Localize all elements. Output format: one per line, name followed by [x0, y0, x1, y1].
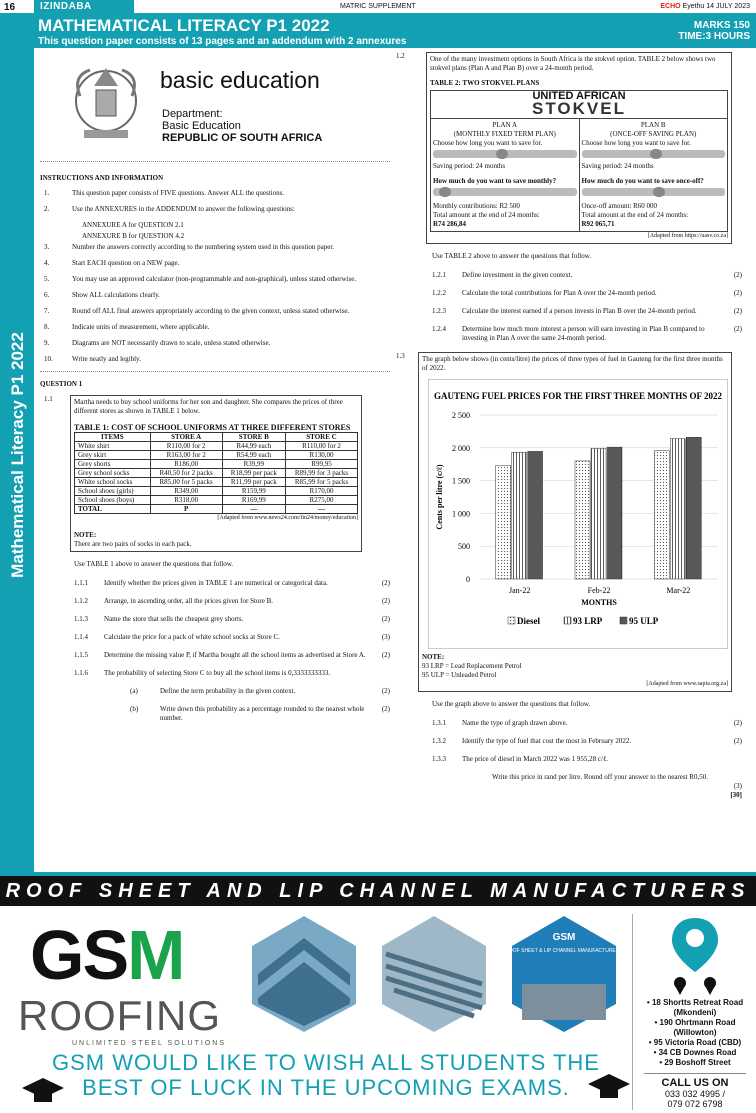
legend-swatch: [564, 617, 571, 624]
address-line: • 190 Ohrtmann Road: [654, 1018, 736, 1027]
bar-95-ulp-feb-22: [607, 447, 622, 579]
logo-department: Department: Basic Education REPUBLIC OF SOUTH AFRICA: [162, 108, 323, 144]
address-line: (Mkondeni): [673, 1008, 717, 1017]
question-1-3-list: [396, 719, 742, 764]
roof-sheet-photo-1: [244, 914, 364, 1034]
question-item: 1.3.2 Identify the type of fuel that cost the most in February 2022. (2): [432, 737, 742, 745]
table-header: STORE C: [286, 433, 358, 442]
question-1-3-3-last: Write this price in rand per litre. Round off your answer to the nearest R0,50. (3) [30]: [492, 773, 742, 799]
question-1-heading: QUESTION 1: [40, 380, 83, 388]
question-item: 1.1.2 Arrange, in ascending order, all the prices given for Store B. (2): [74, 597, 390, 605]
y-tick-label: 1 500: [452, 476, 470, 486]
sidebar-title: Mathematical Literacy P1 2022: [8, 332, 27, 578]
bar-diesel-feb-22: [575, 461, 590, 579]
table-header: STORE A: [150, 433, 222, 442]
location-pin-icon: [668, 916, 722, 974]
address-line: • 95 Victoria Road (CBD): [648, 1038, 742, 1047]
question-1-2-list: [396, 271, 742, 343]
supplement-label: MATRIC SUPPLEMENT: [340, 3, 416, 10]
legend-label: 95 ULP: [629, 616, 659, 626]
x-tick-label: Feb-22: [587, 586, 611, 595]
bar-93-lrp-mar-22: [670, 439, 685, 579]
question-item: 1.1.5 Determine the missing value P, if Martha bought all the school items as advertised at Store A. (2): [74, 651, 390, 659]
ad-headline: ROOF SHEET AND LIP CHANNEL MANUFACTURERS: [0, 876, 756, 906]
table-row: White school socks R85,00 for 5 packs R11,99 per pack R85,99 for 5 packs: [75, 478, 358, 487]
instruction-item: 10. Write neatly and legibly.: [44, 355, 141, 363]
y-tick-label: 500: [458, 542, 470, 552]
amount-slider[interactable]: [582, 188, 726, 196]
page-subtitle: This question paper consists of 13 pages and an addendum with 2 annexures: [38, 36, 407, 47]
x-tick-label: Mar-22: [666, 586, 691, 595]
section-label: IZINDABA: [34, 0, 134, 13]
phone-2: 079 072 6798: [667, 1099, 723, 1109]
roofing-logo: ROOFING: [18, 992, 221, 1039]
instruction-item: 5. You may use an approved calculator (non-programmable and non-graphical), unless stated otherwise.: [44, 275, 357, 283]
stokvel-table: UNITED AFRICAN STOKVEL PLAN A (MONTHLY FIXED TERM PLAN) Choose how long you want to save for. Saving period: 24 months How much do you want to save monthly? Monthly contributions: R2 500 Total amount at the end of 24 months: R74 286,84 PLAN B (ONCE-OFF SAVING PLAN) Choose how long you want to save for. Saving period: 24 months How much do you want to save once-off? Once-off amount: R60 000 Total amount at the end of 24 months: R92 065,71: [430, 90, 728, 232]
question-item: 1.2.1 Define investment in the given context. (2): [432, 271, 742, 279]
instruction-item: 7. Round off ALL final answers appropriately according to the given context, unless stated otherwise.: [44, 307, 350, 315]
question-item: 1.1.1 Identify whether the prices given in TABLE 1 are numerical or categorical data. (2): [74, 579, 390, 587]
phone-1: 033 032 4995 /: [664, 1089, 726, 1099]
y-tick-label: 1 000: [452, 509, 470, 519]
saving-period-slider[interactable]: [433, 150, 577, 158]
paper-date: ECHO Eyethu 14 JULY 2023: [660, 3, 750, 10]
question-item: 1.2.2 Calculate the total contributions for Plan A over the 24-month period. (2): [432, 289, 742, 297]
instruction-item: 8. Indicate units of measurement, where applicable.: [44, 323, 210, 331]
address-line: • 18 Shortts Retreat Road: [646, 998, 744, 1007]
bar-95-ulp-mar-22: [686, 437, 701, 579]
bar-95-ulp-jan-22: [528, 451, 543, 579]
question-1-1: 1.1 Martha needs to buy school uniforms for her son and daughter. She compares the prices of three different stores as shown in TABLE 1 below. TABLE 1: COST OF SCHOOL UNIFORMS AT THREE DIFFERENT STORES ITEMS STORE A STORE B STORE C White shirt R110,00 for 2 R44,99 each R110,00 for 2 Grey skirt R163,00 for 2 R54,99 each R130,00 Grey shorts R186,00 R39,99 R99,95 Grey school socks R40,50 for 2 packs R18,99 per pack R89,99 for 3 packs White school socks R85,00 for 5 packs R11,99 per pack R85,99 for 5 packs School shoes (girls) R349,00 R159,99 R170,00 School shoes (boys) R318,00 R169,99 R275,00 TOTAL P — — [Adapted from www.news24.com/fin24/money/education] NOTE: There are two pairs of socks in each pack.: [40, 395, 390, 552]
roof-sheet-photo-2: [374, 914, 494, 1034]
question-item: 1.2.4 Determine how much more interest a person will earn investing in Plan B compared to investing in Plan A over the same 24-month period. (2): [432, 325, 742, 342]
y-tick-label: 2 500: [452, 411, 470, 420]
address-line: • 29 Boshoff Street: [659, 1058, 731, 1067]
question-1-1-list: [40, 579, 390, 678]
table-header: ITEMS: [75, 433, 151, 442]
instruction-item: ANNEXURE B for QUESTION 4.2: [82, 232, 185, 240]
question-item: (b) Write down this probability as a percentage rounded to the nearest whole number. (2): [130, 705, 390, 722]
y-tick-label: 0: [466, 575, 470, 584]
question-item: 1.1.4 Calculate the price for a pack of white school socks at Store C. (3): [74, 633, 390, 641]
address-line: (Willowton): [673, 1028, 717, 1037]
instruction-item: 3. Number the answers correctly according to the numbering system used in this question paper.: [44, 243, 335, 251]
instruction-item: 6. Show ALL calculations clearly.: [44, 291, 160, 299]
svg-text:ROOF SHEET & LIP CHANNEL MANUF: ROOF SHEET & LIP CHANNEL MANUFACTURERS: [505, 948, 623, 954]
roofing-tagline: UNLIMITED STEEL SOLUTIONS: [72, 1040, 226, 1047]
saving-period-slider[interactable]: [582, 150, 726, 158]
legend-swatch: [508, 617, 515, 624]
fuel-price-chart: [428, 379, 728, 649]
gsm-logo: GSM: [30, 916, 184, 994]
page-number: 16: [4, 2, 16, 13]
left-column: [40, 52, 390, 732]
address-line: • 34 CB Downes Road: [653, 1048, 737, 1057]
instruction-item: ANNEXURE A for QUESTION 2.1: [82, 221, 184, 229]
graduation-cap-icon: [20, 1076, 66, 1106]
question-1-1-6-subparts: [40, 687, 390, 723]
logo-title: basic education: [160, 67, 320, 93]
graduation-cap-icon: [586, 1072, 632, 1102]
instructions-list: [40, 189, 390, 364]
question-1-3: 1.3 The graph below shows (in cents/litre) the prices of three types of fuel in Gauteng for the first three months of 2022. GAUTENG FUEL PRICES FOR THE FIRST THREE MONTHS OF 2022 0 500 1 000 1 500 2 000 2 500 Cents per litre (c/ℓ) Jan-22 Feb-22 Mar-22 MONTHS Diesel 93 LRP 95 ULP NOTE: 93 LRP = Lead Replacement Petrol 95 ULP = Unleaded Petrol [Adapted from www.sapia.org.za]: [396, 352, 742, 692]
y-tick-label: 2 000: [452, 443, 470, 453]
instruction-item: 9. Diagrams are NOT necessarily drawn to scale, unless stated otherwise.: [44, 339, 271, 347]
legend-label: Diesel: [517, 616, 540, 626]
legend-label: 93 LRP: [573, 616, 603, 626]
bar-diesel-jan-22: [496, 466, 511, 579]
call-label: CALL US ON: [661, 1077, 729, 1089]
instruction-item: 4. Start EACH question on a NEW page.: [44, 259, 180, 267]
chart-title: GAUTENG FUEL PRICES FOR THE FIRST THREE MONTHS OF 2022: [434, 391, 722, 401]
question-item: 1.3.3 The price of diesel in March 2022 was 1 955,28 c/ℓ.: [432, 755, 609, 763]
table-row: School shoes (girls) R349,00 R159,99 R170,00: [75, 487, 358, 496]
dbe-logo: [40, 52, 390, 162]
store-addresses: [636, 916, 754, 1109]
plan-b: PLAN B (ONCE-OFF SAVING PLAN) Choose how long you want to save for. Saving period: 24 months How much do you want to save once-off? Once-off amount: R60 000 Total amount at the end of 24 months: R92 065,71: [580, 119, 728, 231]
bar-93-lrp-jan-22: [512, 452, 527, 579]
page-title: MATHEMATICAL LITERACY P1 2022: [38, 16, 330, 35]
plan-a: PLAN A (MONTHLY FIXED TERM PLAN) Choose how long you want to save for. Saving period: 24 months How much do you want to save monthly? Monthly contributions: R2 500 Total amount at the end of 24 months: R74 286,84: [431, 119, 580, 231]
good-luck-message: GSM WOULD LIKE TO WISH ALL STUDENTS THE BEST OF LUCK IN THE UPCOMING EXAMS.: [52, 1050, 600, 1100]
question-1-2: 1.2 One of the many investment options in South Africa is the stokvel option. TABLE 2 below shows two stokvel plans (Plan A and Plan B) over a 24-month period. TABLE 2: TWO STOKVEL PLANS UNITED AFRICAN STOKVEL PLAN A (MONTHLY FIXED TERM PLAN) Choose how long you want to save for. Saving period: 24 months How much do you want to save monthly? Monthly contributions: R2 500 Total amount at the end of 24 months: R74 286,84 PLAN B (ONCE-OFF SAVING PLAN) Choose how long you want to save for. Saving period: 24 months How much do you want to save once-off? Once-off amount: R60 000 Total amount at the end of 24 months: R92 065,71 [Adapted from https://uasv.co.za]: [396, 52, 742, 244]
top-bar: [0, 0, 756, 15]
table-row: School shoes (boys) R318,00 R169,99 R275,00: [75, 496, 358, 505]
table-row: TOTAL P — —: [75, 505, 358, 514]
table2-instruction: Use TABLE 2 above to answer the questions that follow.: [432, 252, 592, 260]
x-tick-label: Jan-22: [509, 586, 531, 595]
legend-swatch: [620, 617, 627, 624]
gsm-advert: [0, 872, 756, 1113]
sidebar: [0, 15, 34, 872]
title-banner: [34, 15, 756, 48]
marks-time: MARKS 150 TIME:3 HOURS: [678, 20, 750, 42]
svg-text:GSM: GSM: [552, 932, 576, 943]
table-header: STORE B: [222, 433, 285, 442]
bar-93-lrp-feb-22: [591, 448, 606, 579]
question-item: 1.3.1 Name the type of graph drawn above. (2): [432, 719, 742, 727]
coat-of-arms-icon: [66, 56, 146, 146]
small-pins-icon: [655, 976, 735, 996]
table-row: Grey shorts R186,00 R39,99 R99,95: [75, 460, 358, 469]
graph-instruction: Use the graph above to answer the questions that follow.: [432, 700, 591, 708]
instruction-item: 1. This question paper consists of FIVE questions. Answer ALL the questions.: [44, 189, 285, 197]
table-row: Grey school socks R40,50 for 2 packs R18,99 per pack R89,99 for 3 packs: [75, 469, 358, 478]
amount-slider[interactable]: [433, 188, 577, 196]
instruction-item: 2. Use the ANNEXURES in the ADDENDUM to answer the following questions:: [44, 205, 295, 213]
table-row: White shirt R110,00 for 2 R44,99 each R110,00 for 2: [75, 442, 358, 451]
table-row: Grey skirt R163,00 for 2 R54,99 each R130,00: [75, 451, 358, 460]
y-axis-label: Cents per litre (c/ℓ): [435, 464, 444, 530]
question-item: 1.1.6 The probability of selecting Store C to buy all the school items is 0,3333333333.: [74, 669, 331, 677]
uniform-table: [74, 432, 358, 514]
question-item: (a) Define the term probability in the given context. (2): [130, 687, 390, 695]
bar-diesel-mar-22: [654, 451, 669, 579]
instructions-heading: INSTRUCTIONS AND INFORMATION: [40, 174, 164, 182]
x-axis-label: MONTHS: [581, 598, 617, 607]
table1-instruction: Use TABLE 1 above to answer the questions that follow.: [74, 560, 234, 568]
right-column: [396, 52, 742, 800]
question-item: 1.1.3 Name the store that sells the cheapest grey shorts. (2): [74, 615, 390, 623]
gsm-shop-photo: [504, 914, 624, 1034]
question-item: 1.2.3 Calculate the interest earned if a person invests in Plan B over the 24-month period. (2): [432, 307, 742, 315]
